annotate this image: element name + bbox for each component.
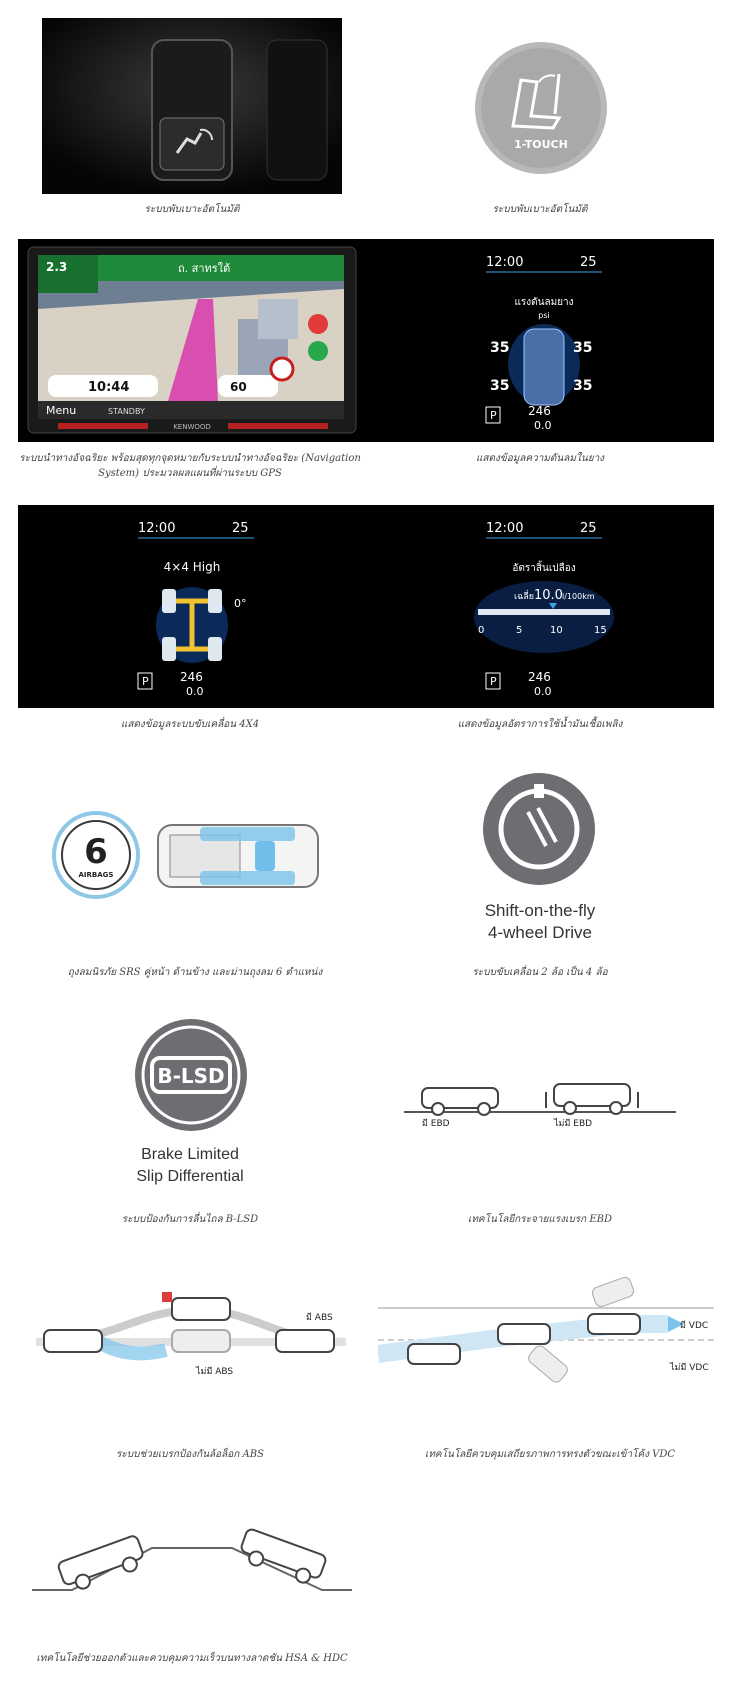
fuel-consumption-display — [366, 505, 714, 708]
tire-rr: 35 — [573, 378, 593, 394]
steer-angle: 0° — [234, 597, 247, 610]
display-time: 12:00 — [486, 255, 524, 270]
drive-mode: 4×4 High — [163, 560, 221, 574]
shift-on-the-fly-icon — [482, 772, 596, 886]
caption-4x4: แสดงข้อมูลระบบขับเคลื่อน 4X4 — [120, 719, 260, 730]
svg-text:10: 10 — [550, 625, 563, 636]
one-touch-badge — [473, 40, 609, 176]
abs-with-label: มี ABS — [306, 1313, 333, 1323]
shift-on-the-fly-title: Shift-on-the-fly 4-wheel Drive — [484, 901, 596, 942]
seat-switch-photo — [42, 18, 342, 194]
caption-4wd: ระบบขับเคลื่อน 2 ล้อ เป็น 4 ล้อ — [472, 967, 608, 978]
ebd-without-label: ไม่มี EBD — [554, 1119, 593, 1129]
trip-value: 0.0 — [534, 419, 552, 432]
svg-text:0: 0 — [478, 625, 485, 636]
b-lsd-badge: B-LSD — [157, 1064, 225, 1088]
tire-title: แรงดันลมยาง — [514, 297, 574, 308]
caption-airbags: ถุงลมนิรภัย SRS คู่หน้า ด้านข้าง และม่านถุงลม 6 ตำแหน่ง — [67, 967, 323, 978]
svg-text:0.0: 0.0 — [186, 685, 204, 698]
vdc-without-label: ไม่มี VDC — [670, 1363, 709, 1373]
caption-seat-fold-2: ระบบพับเบาะอัตโนมัติ — [492, 204, 588, 215]
svg-text:12:00: 12:00 — [486, 521, 524, 536]
fuel-title: อัตราสิ้นเปลือง — [512, 563, 576, 574]
svg-text:P: P — [142, 675, 149, 688]
svg-text:246: 246 — [528, 670, 551, 684]
caption-b-lsd: ระบบป้องกันการลื่นไถล B-LSD — [121, 1214, 259, 1225]
4x4-display — [18, 505, 366, 708]
caption-ebd: เทคโนโลยีกระจายแรงเบรก EBD — [467, 1214, 613, 1225]
tire-fl: 35 — [490, 340, 510, 356]
tire-unit: psi — [538, 311, 550, 320]
nav-standby: STANDBY — [108, 407, 145, 416]
nav-distance: 2.3 — [46, 260, 68, 274]
display-temp: 25 — [580, 255, 597, 270]
svg-text:0.0: 0.0 — [534, 685, 552, 698]
abs-without-label: ไม่มี ABS — [196, 1367, 234, 1377]
tire-pressure-display — [366, 239, 714, 442]
nav-road: ถ. สาทรใต้ — [178, 262, 231, 275]
nav-time: 10:44 — [88, 380, 130, 395]
svg-text:AIRBAGS: AIRBAGS — [78, 871, 114, 879]
svg-text:5: 5 — [516, 625, 523, 636]
svg-text:15: 15 — [594, 625, 607, 636]
svg-text:l/100km: l/100km — [562, 592, 595, 601]
b-lsd-icon — [134, 1018, 248, 1132]
vdc-illustration — [378, 1268, 714, 1398]
vdc-with-label: มี VDC — [680, 1321, 709, 1331]
svg-text:12:00: 12:00 — [138, 521, 176, 536]
ebd-illustration — [404, 1072, 676, 1132]
nav-brand: KENWOOD — [173, 423, 211, 431]
hsa-hdc-illustration — [32, 1518, 352, 1594]
abs-illustration — [36, 1290, 346, 1386]
svg-text:25: 25 — [580, 521, 597, 536]
gear-indicator: P — [490, 409, 497, 422]
navigation-screen — [18, 239, 366, 442]
tire-fr: 35 — [573, 340, 593, 356]
caption-seat-fold: ระบบพับเบาะอัตโนมัติ — [144, 204, 240, 215]
odo-value: 246 — [528, 404, 551, 418]
caption-navigation: ระบบนำทางอัจฉริยะ พร้อมสุดทุกจุดหมายกับระบบนำทางอัจฉริยะ (Navigation System) ประมวลผลแผนที่ผ่านระบบ GPS — [19, 453, 361, 479]
caption-vdc: เทคโนโลยีควบคุมเสถียรภาพการทรงตัวขณะเข้าโค้ง VDC — [424, 1449, 676, 1460]
airbag-count: 6 — [84, 832, 108, 872]
caption-tire-pressure: แสดงข้อมูลความดันลมในยาง — [475, 453, 605, 464]
fuel-avg: 10.0 — [534, 588, 563, 603]
tire-rl: 35 — [490, 378, 510, 394]
svg-text:เฉลี่ย: เฉลี่ย — [514, 592, 534, 602]
caption-abs: ระบบช่วยเบรกป้องกันล้อล็อก ABS — [116, 1449, 264, 1460]
airbags-illustration — [50, 805, 330, 905]
svg-text:246: 246 — [180, 670, 203, 684]
nav-speed: 60 — [230, 380, 247, 394]
caption-hsa-hdc: เทคโนโลยีช่วยออกตัวและควบคุมความเร็วบนทางลาดชัน HSA & HDC — [36, 1653, 348, 1664]
svg-text:P: P — [490, 675, 497, 688]
caption-fuel: แสดงข้อมูลอัตราการใช้น้ำมันเชื้อเพลิง — [457, 719, 623, 730]
one-touch-label: 1-TOUCH — [514, 138, 568, 151]
nav-menu-label: Menu — [46, 404, 77, 417]
svg-text:25: 25 — [232, 521, 249, 536]
ebd-with-label: มี EBD — [422, 1119, 450, 1129]
b-lsd-title: Brake Limited Slip Differential — [136, 1146, 244, 1185]
